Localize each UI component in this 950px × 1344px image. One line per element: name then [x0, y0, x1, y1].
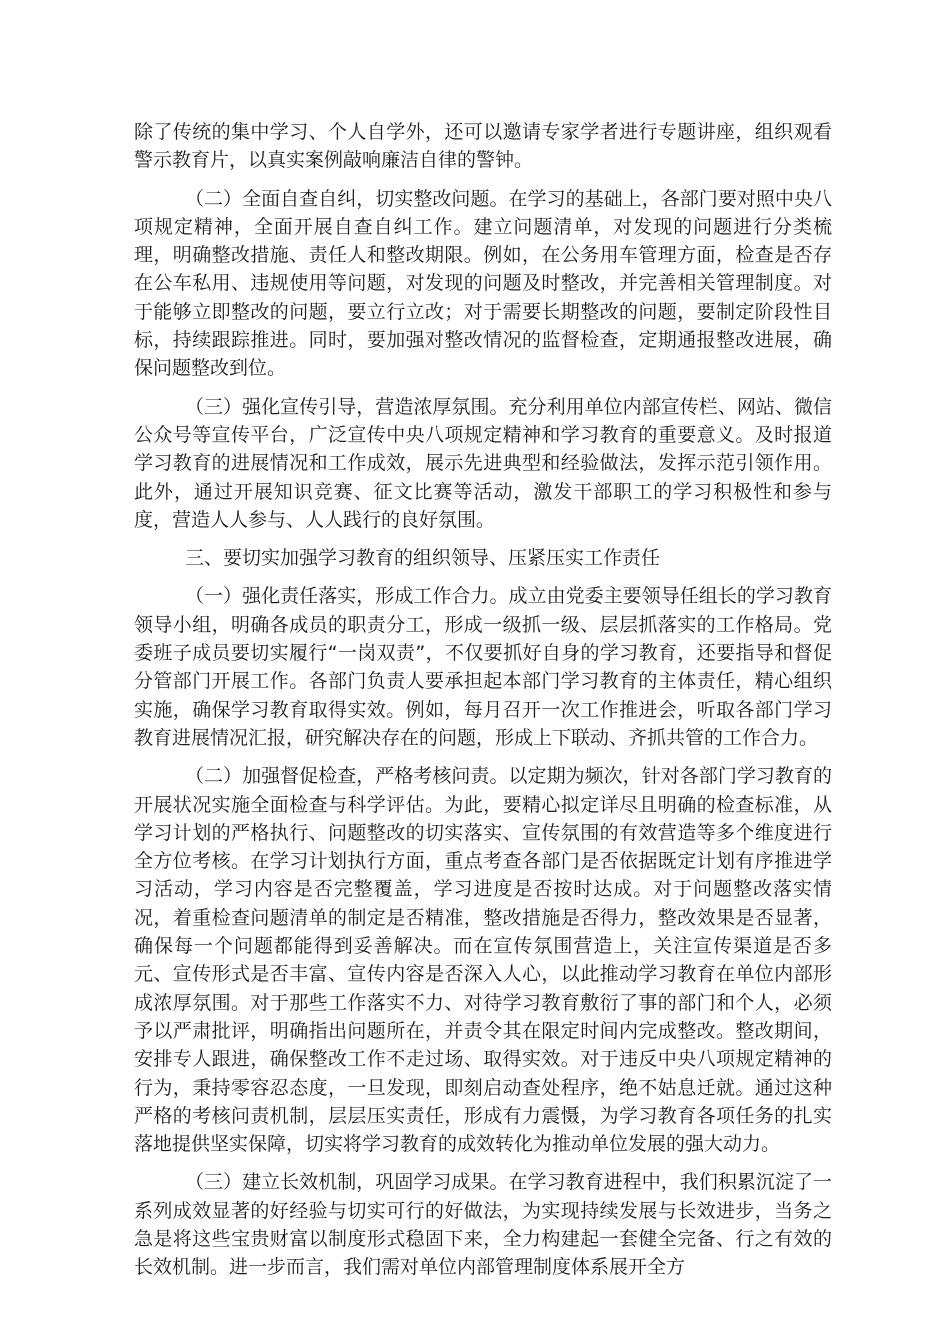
paragraph-self-inspection: （二）全面自查自纠，切实整改问题。在学习的基础上，各部门要对照中央八项规定精神，全面开展自查自纠工作。建立问题清单，对发现的问题进行分类梳理，明确整改措施、责任人和整改期限。例如，在公务用车管理方面，检查是否存在公车私用、违规使用等问题，对发现的问题及时整改，并完善相关管理制度。对于能够立即整改的问题，要立行立改；对于需要长期整改的问题，要制定阶段性目标，持续跟踪推进。同时，要加强对整改情况的监督检查，定期通报整改进展，确保问题整改到位。 [134, 187, 832, 380]
document-body [134, 118, 832, 1292]
paragraph-continuation-study-methods: 除了传统的集中学习、个人自学外，还可以邀请专家学者进行专题讲座，组织观看警示教育片，以真实案例敲响廉洁自律的警钟。 [134, 121, 832, 172]
section-heading-organization-leadership: 三、要切实加强学习教育的组织领导、压紧压实工作责任 [185, 547, 661, 570]
paragraph-responsibility: （一）强化责任落实，形成工作合力。成立由党委主要领导任组长的学习教育领导小组，明确各成员的职责分工，形成一级抓一级、层层抓落实的工作格局。党委班子成员要切实履行“一岗双责”，不仅要抓好自身的学习教育，还要指导和督促分管部门开展工作。各部门负责人要承担起本部门学习教育的主体责任，精心组织实施，确保学习教育取得实效。例如，每月召开一次工作推进会，听取各部门学习教育进展情况汇报，研究解决存在的问题，形成上下联动、齐抓共管的工作合力。 [134, 585, 832, 749]
paragraph-long-term-mechanism: （三）建立长效机制，巩固学习成果。在学习教育进程中，我们积累沉淀了一系列成效显著的好经验与切实可行的好做法，为实现持续发展与长效进步，当务之急是将这些宝贵财富以制度形式稳固下来，全力构建起一套健全完备、行之有效的长效机制。进一步而言，我们需对单位内部管理制度体系展开全方 [134, 1171, 832, 1279]
paragraph-publicity-guidance: （三）强化宣传引导，营造浓厚氛围。充分利用单位内部宣传栏、网站、微信公众号等宣传平台，广泛宣传中央八项规定精神和学习教育的重要意义。及时报道学习教育的进展情况和工作成效，展示先进典型和经验做法，发挥示范引领作用。此外，通过开展知识竞赛、征文比赛等活动，激发干部职工的学习积极性和参与度，营造人人参与、人人践行的良好氛围。 [134, 395, 832, 531]
paragraph-supervision-inspection: （二）加强督促检查，严格考核问责。以定期为频次，针对各部门学习教育的开展状况实施全面检查与科学评估。为此，要精心拟定详尽且明确的检查标准，从学习计划的严格执行、问题整改的切实落实、宣传氛围的有效营造等多个维度进行全方位考核。在学习计划执行方面，重点考查各部门是否依据既定计划有序推进学习活动，学习内容是否完整覆盖，学习进度是否按时达成。对于问题整改落实情况，着重检查问题清单的制定是否精准，整改措施是否得力，整改效果是否显著，确保每一个问题都能得到妥善解决。而在宣传氛围营造上，关注宣传渠道是否多元、宣传形式是否丰富、宣传内容是否深入人心，以此推动学习教育在单位内部形成浓厚氛围。对于那些工作落实不力、对待学习教育敷衍了事的部门和个人，必须予以严肃批评，明确指出问题所在，并责令其在限定时间内完成整改。整改期间，安排专人跟进，确保整改工作不走过场、取得实效。对于违反中央八项规定精神的行为，秉持零容忍态度，一旦发现，即刻启动查处程序，绝不姑息迁就。通过这种严格的考核问责机制，层层压实责任，形成有力震慑，为学习教育各项任务的扎实落地提供坚实保障，切实将学习教育的成效转化为推动单位发展的强大动力。 [134, 765, 832, 1156]
